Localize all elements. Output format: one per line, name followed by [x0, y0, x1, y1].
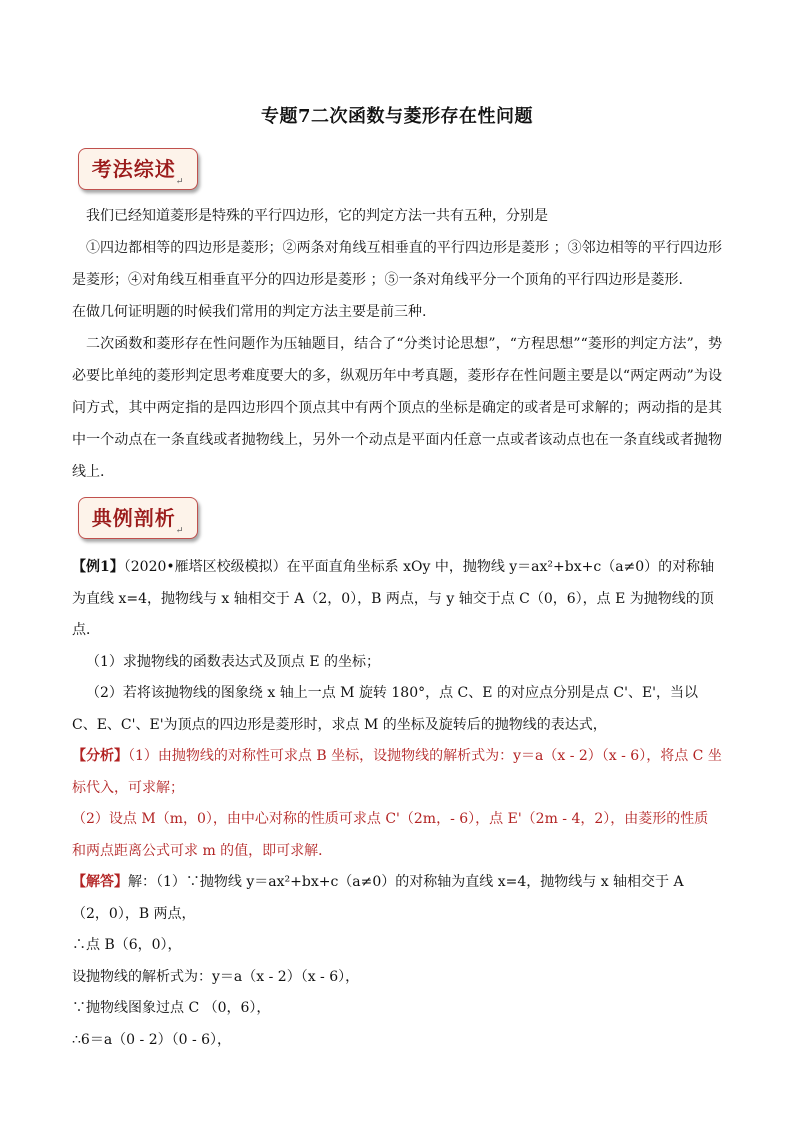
overview-paragraph: ①四边都相等的四边形是菱形；②两条对角线互相垂直的平行四边形是菱形 ；③邻边相等的平行四边形是菱形；④对角线互相垂直平分的四边形是菱形 ；⑤一条对角线平分一个顶角的平行四边形是菱形.: [72, 240, 722, 288]
paragraph-mark: ↵: [175, 526, 185, 536]
solution-step: ∴6＝a（0 - 2）（0 - 6），: [72, 1031, 232, 1048]
solution-step: ∵抛物线图象过点 C （0，6），: [72, 1000, 271, 1016]
overview-paragraph: 在做几何证明题的时候我们常用的判定方法主要是前三种.: [72, 304, 427, 320]
overview-paragraph: 我们已经知道菱形是特殊的平行四边形，它的判定方法一共有五种，分别是: [86, 208, 548, 224]
solution-step: ∴点 B（6，0），: [72, 937, 182, 953]
analysis-label: 【分析】: [72, 748, 128, 764]
section-tag-overview: [78, 148, 198, 190]
example-source: （2020•雁塔区校级模拟）: [123, 559, 287, 575]
solution-lead: [72, 867, 722, 930]
analysis-2: （2）设点 M（m，0），由中心对称的性质可求点 C'（2m，- 6），点 E'（2m - 4，2），由菱形的性质和两点距离公式可求 m 的值，即可求解．: [72, 811, 709, 859]
example-text: 在平面直角坐标系 xOy 中，抛物线 y＝ax²+bx+c（a≠0）的对称轴为直线 x=4，抛物线与 x 轴相交于 A（2，0），B 两点，与 y 轴交于点 C（0，6），点 E 为抛物线的顶点．: [72, 559, 715, 638]
paragraph-mark: ↵: [175, 177, 185, 187]
example-stem: [72, 552, 722, 647]
solution-text: 解：（1）∵抛物线 y＝ax²+bx+c（a≠0）的对称轴为直线 x=4，抛物线与 x 轴相交于 A （2，0），B 两点，: [72, 874, 684, 922]
overview-text: [72, 200, 722, 488]
page-title: 专题7二次函数与菱形存在性问题: [260, 106, 534, 127]
example-label: 【例1】: [72, 559, 124, 575]
question-2: （2）若将该抛物线的图象绕 x 轴上一点 M 旋转 180°，点 C、E 的对应点分别是点 C'、E'，当以 C、E、C'、E'为顶点的四边形是菱形时，求点 M 的坐标及旋转后的抛物线的表达式，: [72, 685, 699, 733]
section-tag-label: 考法综述: [91, 157, 176, 181]
overview-paragraph: 二次函数和菱形存在性问题作为压轴题目，结合了“分类讨论思想”，“方程思想”“菱形的判定方法”，势必要比单纯的菱形判定思考难度要大的多，纵观历年中考真题，菱形存在性问题主要是以“两定两动”为设问方式，其中两定指的是四边形四个顶点其中有两个顶点的坐标是确定的或者是可求解的；两动指的是其中一个动点在一条直线或者抛物线上，另外一个动点是平面内任意一点或者该动点也在一条直线或者抛物线上.: [72, 336, 722, 480]
analysis-text: （1）由抛物线的对称性可求点 B 坐标，设抛物线的解析式为：y＝a（x - 2）（x - 6），将点 C 坐标代入，可求解；: [72, 748, 722, 796]
analysis-1: [72, 741, 722, 804]
section-tag-example: [78, 497, 198, 539]
question-1: （1）求抛物线的函数表达式及顶点 E 的坐标；: [86, 653, 381, 670]
solution-step: 设抛物线的解析式为：y＝a（x - 2）（x - 6），: [72, 968, 360, 985]
example-section: [72, 552, 722, 1056]
section-tag-label: 典例剖析: [91, 506, 176, 530]
solution-label: 【解答】: [72, 874, 128, 890]
